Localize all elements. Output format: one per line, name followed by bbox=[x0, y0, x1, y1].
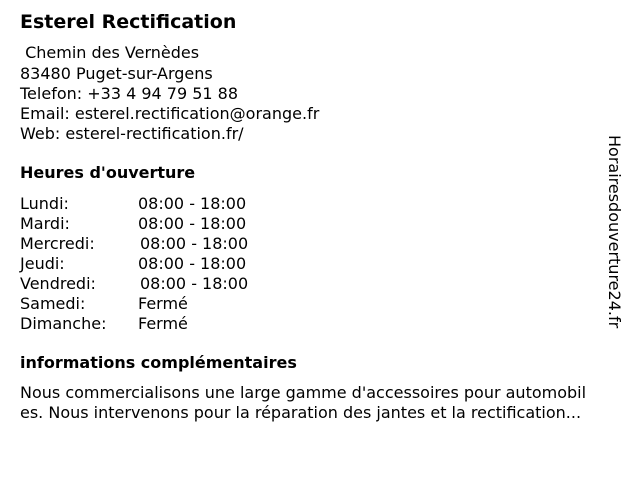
hours-row-monday bbox=[20, 194, 320, 214]
hours-day: Mardi: bbox=[20, 214, 70, 233]
hours-row-saturday bbox=[20, 294, 320, 314]
hours-time: 08:00 - 18:00 bbox=[140, 274, 249, 293]
website-line: Web: esterel-rectification.fr/ bbox=[20, 124, 244, 143]
hours-day: Lundi: bbox=[20, 194, 69, 213]
address-line-2: 83480 Puget-sur-Argens bbox=[20, 64, 213, 83]
hours-time: 08:00 - 18:00 bbox=[138, 214, 247, 233]
hours-time: 08:00 - 18:00 bbox=[138, 194, 247, 213]
site-watermark: Horairesdouverture24.fr bbox=[605, 135, 624, 329]
hours-day: Samedi: bbox=[20, 294, 86, 313]
description-line: Nous commercialisons une large gamme d'accessoires pour automobil bbox=[20, 383, 587, 402]
hours-row-thursday bbox=[20, 254, 320, 274]
address-line-1: Chemin des Vernèdes bbox=[20, 43, 200, 62]
hours-day: Mercredi: bbox=[20, 234, 95, 253]
hours-day: Vendredi: bbox=[20, 274, 96, 293]
opening-hours-heading: Heures d'ouverture bbox=[20, 163, 196, 182]
hours-time: 08:00 - 18:00 bbox=[138, 254, 247, 273]
hours-time: Fermé bbox=[138, 294, 188, 313]
hours-day: Jeudi: bbox=[20, 254, 65, 273]
additional-info-heading: informations complémentaires bbox=[20, 353, 297, 372]
hours-row-friday bbox=[20, 274, 320, 294]
description-line: es. Nous intervenons pour la réparation des jantes et la rectification... bbox=[20, 403, 582, 422]
hours-row-sunday bbox=[20, 314, 320, 334]
hours-time: 08:00 - 18:00 bbox=[140, 234, 249, 253]
description bbox=[20, 383, 632, 423]
phone-line: Telefon: +33 4 94 79 51 88 bbox=[20, 84, 239, 103]
email-line: Email: esterel.rectification@orange.fr bbox=[20, 104, 320, 123]
hours-row-tuesday bbox=[20, 214, 320, 234]
hours-day: Dimanche: bbox=[20, 314, 107, 333]
hours-row-wednesday bbox=[20, 234, 320, 254]
hours-time: Fermé bbox=[138, 314, 188, 333]
page-title: Esterel Rectification bbox=[20, 11, 237, 33]
